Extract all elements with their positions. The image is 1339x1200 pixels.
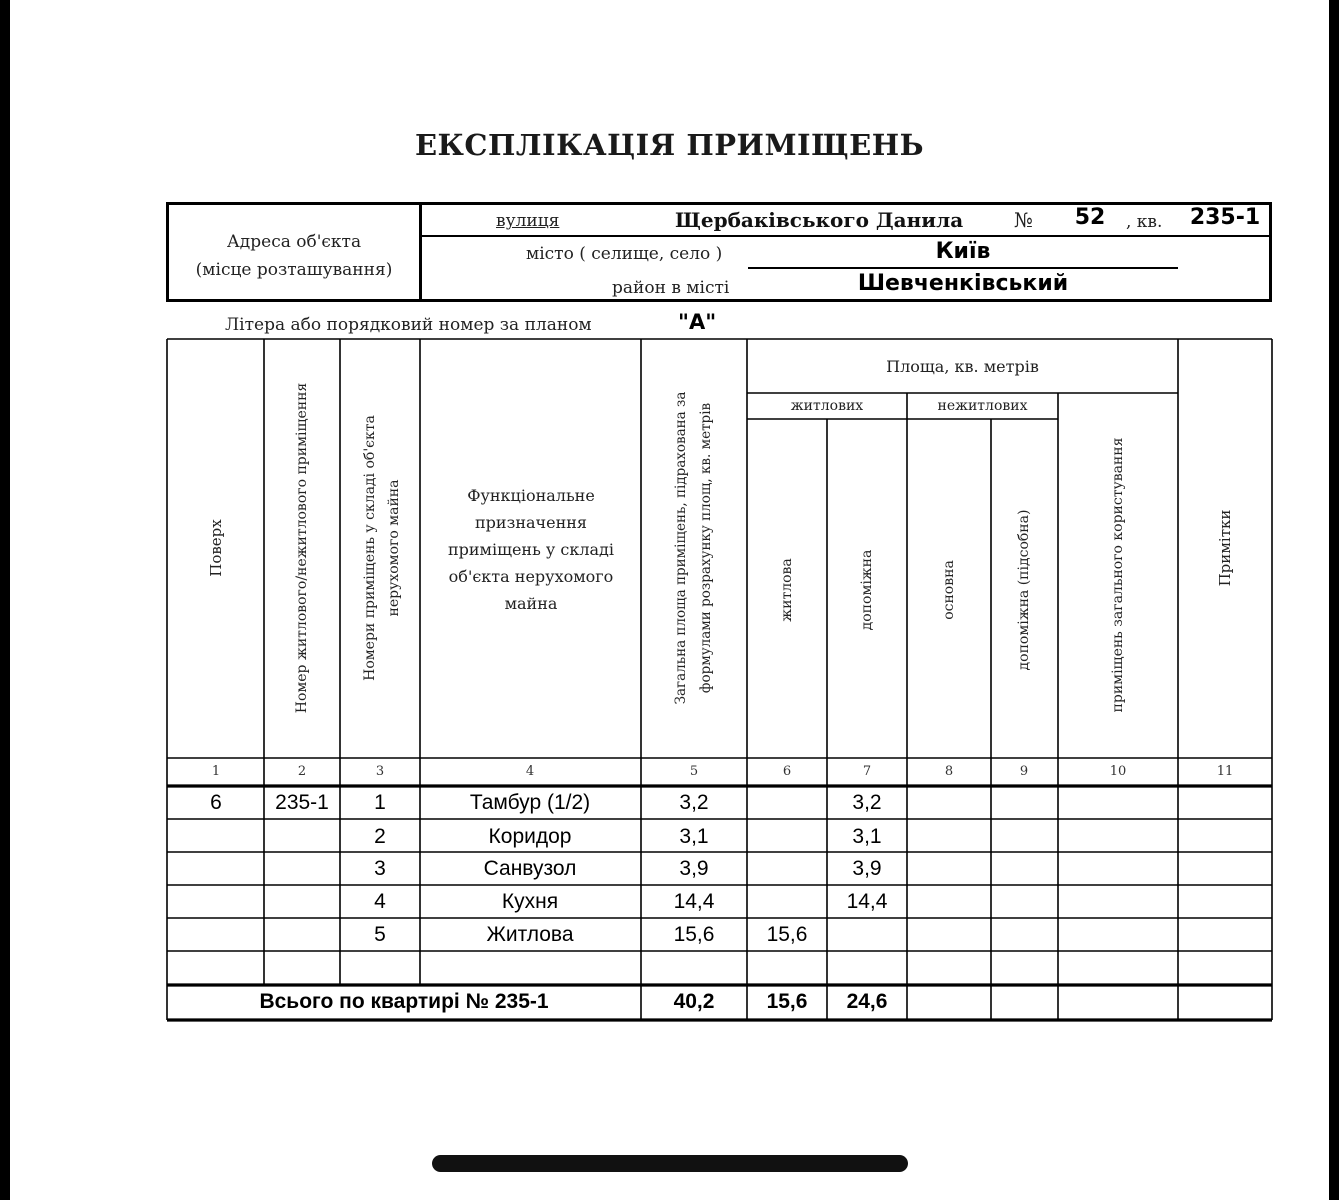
cell-room: 3	[374, 857, 386, 880]
cell-aux: 14,4	[846, 890, 888, 913]
header-auxiliary: допоміжна	[859, 549, 875, 631]
cell-purpose: Кухня	[501, 890, 559, 913]
document-page	[10, 0, 1329, 1200]
column-number: 7	[862, 764, 872, 779]
apt-label: , кв.	[1126, 212, 1163, 232]
header-living: житлова	[779, 558, 795, 622]
address-label-line2: (місце розташування)	[195, 260, 393, 280]
header-floor: Поверх	[207, 519, 225, 577]
column-number: 10	[1109, 764, 1127, 779]
cell-total: 14,4	[673, 890, 715, 913]
header-purpose-line: приміщень у складі	[447, 540, 615, 559]
cell-room: 1	[374, 791, 386, 814]
cell-aux: 3,2	[852, 791, 882, 814]
document-title: ЕКСПЛІКАЦІЯ ПРИМІЩЕНЬ	[414, 128, 925, 162]
cell-total: 3,1	[679, 825, 709, 848]
cell-room: 5	[374, 923, 386, 946]
district-value: Шевченківський	[857, 271, 1069, 296]
column-number: 9	[1019, 764, 1029, 779]
total-living: 15,6	[766, 990, 808, 1013]
header-room-numbers-2: нерухомого майна	[386, 479, 402, 617]
header-purpose-line: призначення	[475, 513, 587, 532]
header-main: основна	[941, 560, 957, 620]
cell-floor: 6	[210, 791, 222, 814]
table-grid	[10, 0, 1329, 1200]
city-label: місто ( селище, село )	[526, 244, 723, 264]
header-residential: житлових	[790, 398, 864, 414]
header-common-use: приміщень загального користування	[1110, 437, 1126, 713]
header-unit-number: Номер житлового/нежитлового приміщення	[294, 382, 310, 714]
header-room-numbers-1: Номери приміщень у складі об'єкта	[362, 415, 378, 681]
header-nonresidential: нежитлових	[937, 398, 1028, 414]
column-number: 6	[782, 764, 792, 779]
number-sign: №	[1014, 208, 1033, 232]
cell-room: 4	[374, 890, 386, 913]
header-area-group: Площа, кв. метрів	[886, 357, 1039, 376]
header-purpose	[422, 482, 640, 617]
header-notes: Примітки	[1216, 509, 1234, 587]
apt-value: 235-1	[1189, 205, 1261, 230]
cell-purpose: Коридор	[488, 825, 572, 848]
cell-total: 3,2	[679, 791, 709, 814]
total-area: 40,2	[673, 990, 715, 1013]
cell-purpose: Санвузол	[483, 857, 577, 880]
cell-room: 2	[374, 825, 386, 848]
cell-purpose: Тамбур (1/2)	[469, 791, 591, 814]
header-purpose-line: майна	[504, 594, 558, 613]
header-purpose-line: Функціональне	[467, 486, 595, 505]
street-value: Щербаківського Данила	[675, 208, 964, 232]
district-label: район в місті	[612, 278, 730, 298]
number-value: 52	[1074, 205, 1106, 230]
column-number: 11	[1216, 764, 1234, 779]
cell-purpose: Житлова	[486, 923, 574, 946]
cell-total: 3,9	[679, 857, 709, 880]
column-number: 2	[297, 764, 307, 779]
letter-label: Літера або порядковий номер за планом	[225, 315, 592, 335]
cell-aux: 3,1	[852, 825, 882, 848]
header-total-area-2: формулами розрахунку площ, кв. метрів	[698, 402, 714, 694]
address-label-line1: Адреса об'єкта	[226, 232, 362, 252]
home-indicator[interactable]	[432, 1155, 908, 1172]
column-number: 1	[211, 764, 221, 779]
cell-living: 15,6	[766, 923, 808, 946]
cell-total: 15,6	[673, 923, 715, 946]
cell-aux: 3,9	[852, 857, 882, 880]
header-total-area-1: Загальна площа приміщень, підрахована за	[673, 391, 689, 705]
header-auxiliary-utility: допоміжна (підсобна)	[1016, 509, 1032, 671]
cell-unit: 235-1	[275, 791, 329, 814]
city-value: Київ	[935, 239, 991, 264]
column-number: 5	[689, 764, 699, 779]
column-number: 4	[525, 764, 535, 779]
header-purpose-line: об'єкта нерухомого	[448, 567, 614, 586]
column-number: 8	[944, 764, 954, 779]
street-label: вулиця	[496, 211, 560, 231]
total-aux: 24,6	[846, 990, 888, 1013]
letter-value: "А"	[678, 310, 717, 334]
total-label: Всього по квартирі № 235-1	[259, 990, 549, 1013]
column-number: 3	[375, 764, 385, 779]
